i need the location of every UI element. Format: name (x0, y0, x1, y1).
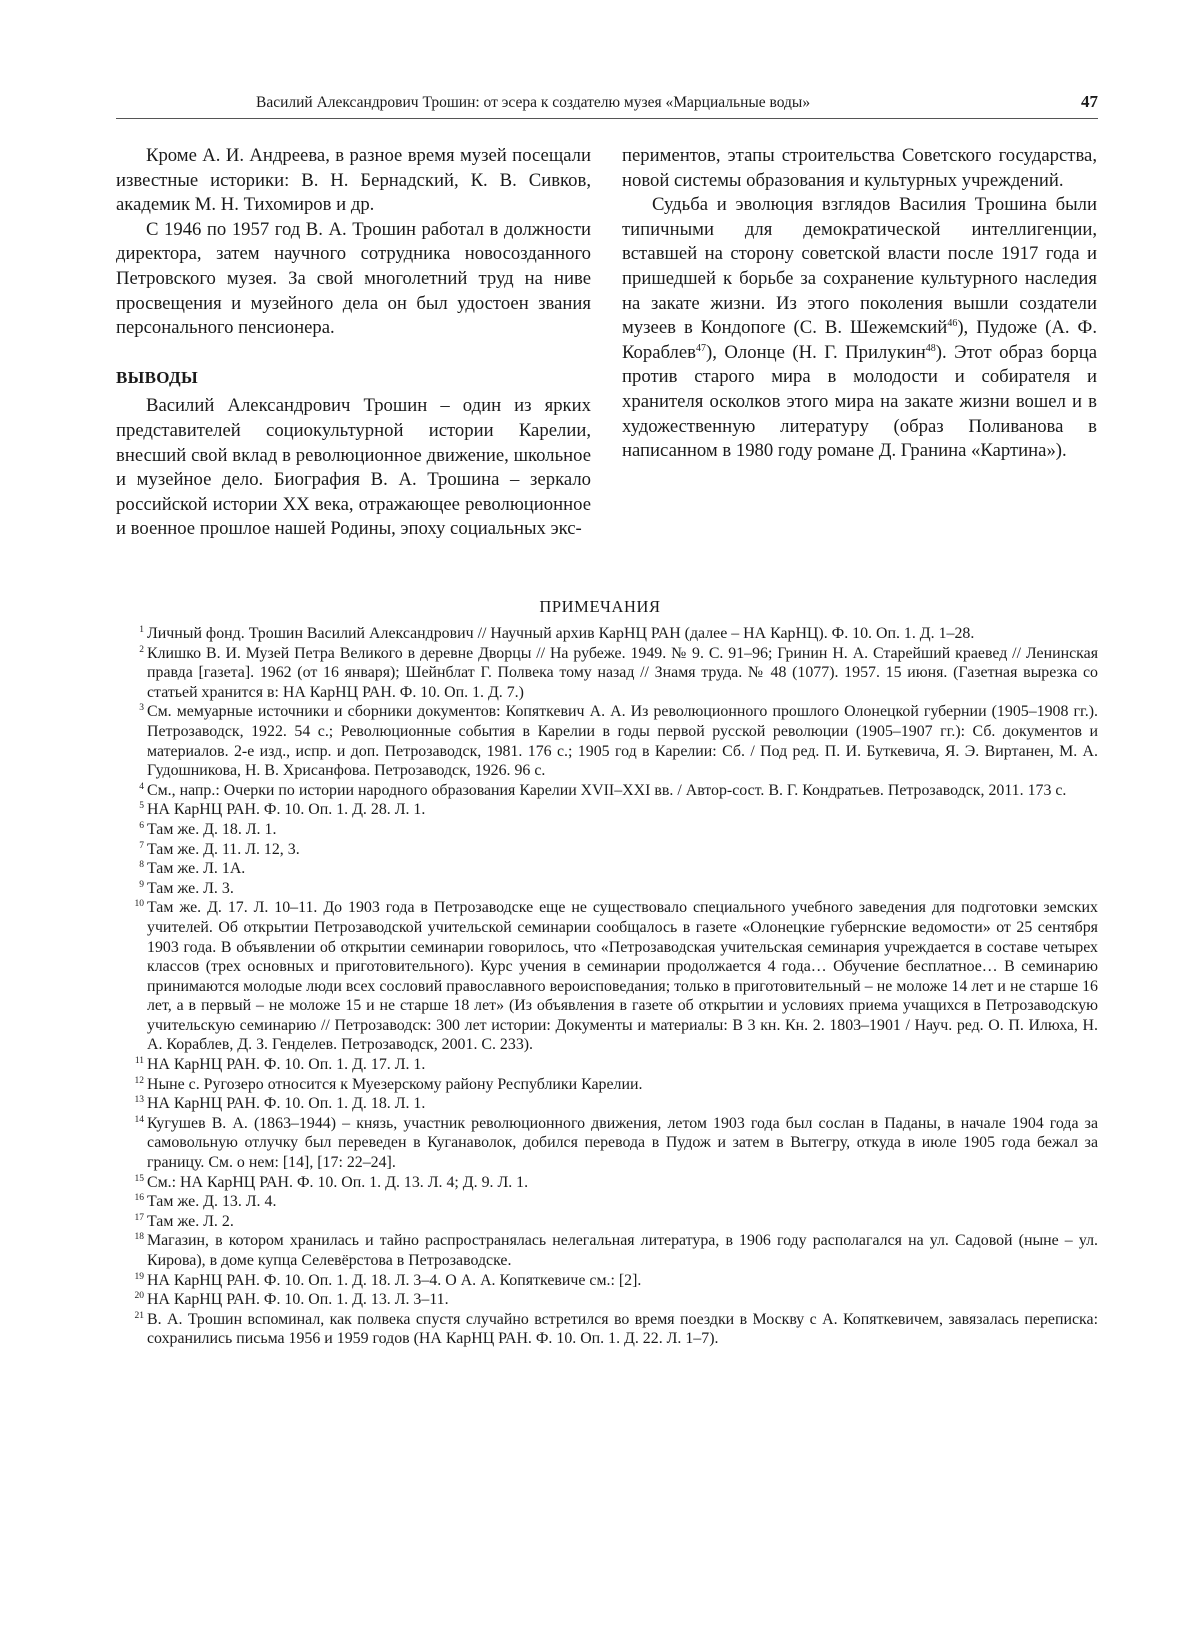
paragraph (622, 193, 1097, 464)
note-number: 2 (139, 644, 144, 655)
note-text: Магазин, в котором хранилась и тайно распространялась нелегальная литература, в 1906 году располагался на ул. Садовой (ныне – ул. Кирова), в доме купца Селевёрстова в Петрозаводске. (147, 1232, 1098, 1269)
note-number: 20 (134, 1291, 144, 1302)
note-item (130, 1055, 1098, 1075)
paragraph: Василий Александрович Трошин – один из ярких представителей социокультурной истории Карелии, внесший свой вклад в революционное движение, школьное и музейное дело. Биография В. А. Трошина – зеркало российской истории XX века, отражающее революционное и военное прошлое нашей Родины, эпоху социальных экс- (116, 395, 591, 540)
notes-list (130, 624, 1098, 1349)
note-item (130, 702, 1098, 780)
note-number: 14 (134, 1114, 144, 1125)
note-item (130, 644, 1098, 703)
note-item (130, 1212, 1098, 1232)
note-item (130, 781, 1098, 801)
note-item (130, 1231, 1098, 1270)
paragraph: С 1946 по 1957 год В. А. Трошин работал в должности директора, затем научного сотрудника новосозданного Петровского музея. За свой многолетний труд на ниве просвещения и музейного дела он был удостоен звания персонального пенсионера. (116, 218, 591, 339)
note-item (130, 800, 1098, 820)
notes-heading: ПРИМЕЧАНИЯ (539, 597, 661, 616)
running-title: Василий Александрович Трошин: от эсера к создателю музея «Марциальные воды» (256, 94, 811, 111)
note-item (130, 859, 1098, 879)
note-text: См., напр.: Очерки по истории народного образования Карелии XVII–XXI вв. / Автор-сост. В. Г. Кондратьев. Петрозаводск, 2011. 173 с. (147, 781, 1067, 799)
note-number: 19 (134, 1271, 144, 1282)
note-item (130, 1290, 1098, 1310)
note-number: 15 (134, 1173, 144, 1184)
note-item (130, 898, 1098, 1055)
text-run: ), Олонце (Н. Г. Прилукин (706, 341, 926, 363)
note-text: НА КарНЦ РАН. Ф. 10. Оп. 1. Д. 18. Л. 1. (147, 1095, 426, 1113)
note-number: 12 (134, 1075, 144, 1086)
footnote-ref: 47 (696, 342, 707, 354)
note-text: НА КарНЦ РАН. Ф. 10. Оп. 1. Д. 13. Л. 3–11. (147, 1291, 449, 1309)
note-text: Там же. Л. 3. (147, 879, 234, 897)
note-text: Там же. Д. 18. Л. 1. (147, 820, 277, 838)
note-text: См. мемуарные источники и сборники документов: Копяткевич А. А. Из революционного прошлого Олонецкой губернии (1905–1908 гг.). Петрозаводск, 1922. 54 с.; Революционные события в Карелии в годы первой русской революции (1905–1907 гг.): Сб. документов и материалов. 2-е изд., испр. и доп. Петрозаводск, 1981. 176 с.; 1905 год в Карелии: Сб. / Под ред. П. И. Буткевича, Я. Э. Виртанен, М. А. Гудошникова, Н. В. Хрисанфова. Петрозаводск, 1926. 96 с. (147, 703, 1098, 780)
note-text: См.: НА КарНЦ РАН. Ф. 10. Оп. 1. Д. 13. Л. 4; Д. 9. Л. 1. (147, 1173, 529, 1191)
note-number: 3 (139, 703, 144, 714)
note-number: 5 (139, 801, 144, 812)
note-item (130, 1271, 1098, 1291)
note-text: Ныне с. Ругозеро относится к Муезерскому району Республики Карелии. (147, 1075, 643, 1093)
note-number: 18 (134, 1232, 144, 1243)
note-number: 4 (139, 781, 144, 792)
left-column (116, 144, 591, 542)
note-item (130, 840, 1098, 860)
note-item (130, 1192, 1098, 1212)
note-number: 11 (134, 1056, 144, 1067)
note-item (130, 1094, 1098, 1114)
note-item (130, 820, 1098, 840)
note-number: 13 (134, 1095, 144, 1106)
note-text: Личный фонд. Трошин Василий Александрович // Научный архив КарНЦ РАН (далее – НА КарНЦ). Ф. 10. Оп. 1. Д. 1–28. (147, 625, 975, 642)
footnote-ref: 48 (925, 342, 936, 354)
footnote-ref: 46 (947, 317, 958, 329)
note-text: НА КарНЦ РАН. Ф. 10. Оп. 1. Д. 28. Л. 1. (147, 801, 426, 819)
note-item (130, 624, 1098, 644)
note-number: 17 (134, 1212, 144, 1223)
paragraph: Кроме А. И. Андреева, в разное время музей посещали известные историки: В. Н. Бернадский, К. В. Сивков, академик М. Н. Тихомиров и др. (116, 145, 591, 216)
note-number: 10 (134, 899, 144, 910)
note-text: НА КарНЦ РАН. Ф. 10. Оп. 1. Д. 17. Л. 1. (147, 1056, 426, 1074)
note-text: Клишко В. И. Музей Петра Великого в деревне Дворцы // На рубеже. 1949. № 9. С. 91–96; Гринин Н. А. Старейший краевед // Ленинская правда [газета]. 1962 (от 16 января); Шейнблат Г. Полвека тому назад // Знамя труда. № 48 (1077). 1957. 15 июня. (Газетная вырезка со статьей хранится в: НА КарНЦ РАН. Ф. 10. Оп. 1. Д. 7.) (147, 644, 1098, 701)
note-item (130, 879, 1098, 899)
note-text: Там же. Д. 13. Л. 4. (147, 1193, 277, 1211)
note-text: Кугушев В. А. (1863–1944) – князь, участник революционного движения, летом 1903 года был сослан в Паданы, в начале 1904 года за самовольную отлучку был переведен в Куганаволок, добился перевода в Пудож и затем в Вытегру, откуда в июле 1905 года бежал за границу. См. о нем: [14], [17: 22–24]. (147, 1114, 1098, 1172)
note-item (130, 1173, 1098, 1193)
note-text: Там же. Д. 11. Л. 12, 3. (147, 840, 300, 858)
right-column (622, 144, 1097, 464)
note-text: Там же. Л. 2. (147, 1212, 234, 1230)
note-item (130, 1075, 1098, 1095)
note-item (130, 1114, 1098, 1173)
page-number: 47 (1081, 92, 1098, 111)
note-item (130, 1310, 1098, 1349)
text-run: Судьба и эволюция взглядов Василия Трошина были типичными для демократической интеллигенции, вставшей на сторону советской власти после 1917 года и пришедшей к борьбе за сохранение культурного наследия на закате жизни. Из этого поколения вышли создатели музеев в Кондопоге (С. В. Шежемский (622, 194, 1097, 339)
section-heading: ВЫВОДЫ (116, 367, 198, 387)
note-number: 6 (139, 820, 144, 831)
text-run: ). Этот образ борца против старого мира в молодости и собирателя и хранителя осколков этого мира на закате жизни вошел и в художественную литературу (образ Поливанова в написанном в 1980 году романе Д. Гранина «Картина»). (622, 341, 1097, 462)
note-number: 1 (139, 625, 144, 635)
note-text: Там же. Д. 17. Л. 10–11. До 1903 года в Петрозаводске еще не существовало специального учебного заведения для подготовки земских учителей. Об открытии Петрозаводской учительской семинарии сообщалось в газете «Олонецкие губернские ведомости» от 25 сентября 1903 года. В объявлении об открытии семинарии говорилось, что «Петрозаводская учительская семинария учреждается в составе четырех классов (трех основных и приготовительного). Курс учения в семинарии продолжается 4 года… Обучение бесплатное… В семинарию принимаются молодые люди всех сословий православного вероисповедания; только в приготовительный – не моложе 14 лет и не старше 16 лет, а в первый – не моложе 15 и не старше 18 лет» (Из объявления в газете об открытии и условиях приема учащихся в Петрозаводскую учительскую семинарию // Петрозаводск: 300 лет истории: Документы и материалы: В 3 кн. Кн. 2. 1803–1901 / Науч. ред. О. П. Илюха, Н. А. Кораблев, Д. З. Генделев. Петрозаводск, 2001. С. 233). (147, 899, 1098, 1054)
note-number: 16 (134, 1193, 144, 1204)
note-text: В. А. Трошин вспоминал, как полвека спустя случайно встретился во время поездки в Москву с А. Копяткевичем, завязалась переписка: сохранились письма 1956 и 1959 годов (НА КарНЦ РАН. Ф. 10. Оп. 1. Д. 22. Л. 1–7). (147, 1310, 1098, 1348)
paragraph-continuation: периментов, этапы строительства Советского государства, новой системы образования и культурных учреждений. (622, 145, 1097, 191)
note-number: 8 (139, 860, 144, 871)
text-run: ), Пудоже (А. Ф. Кораблев (622, 317, 1097, 363)
note-number: 21 (134, 1310, 144, 1321)
note-text: Там же. Л. 1А. (147, 860, 246, 878)
note-text: НА КарНЦ РАН. Ф. 10. Оп. 1. Д. 18. Л. 3–4. О А. А. Копяткевиче см.: [2]. (147, 1271, 642, 1289)
running-head (116, 92, 1098, 119)
note-number: 9 (139, 879, 144, 890)
note-number: 7 (139, 840, 144, 851)
